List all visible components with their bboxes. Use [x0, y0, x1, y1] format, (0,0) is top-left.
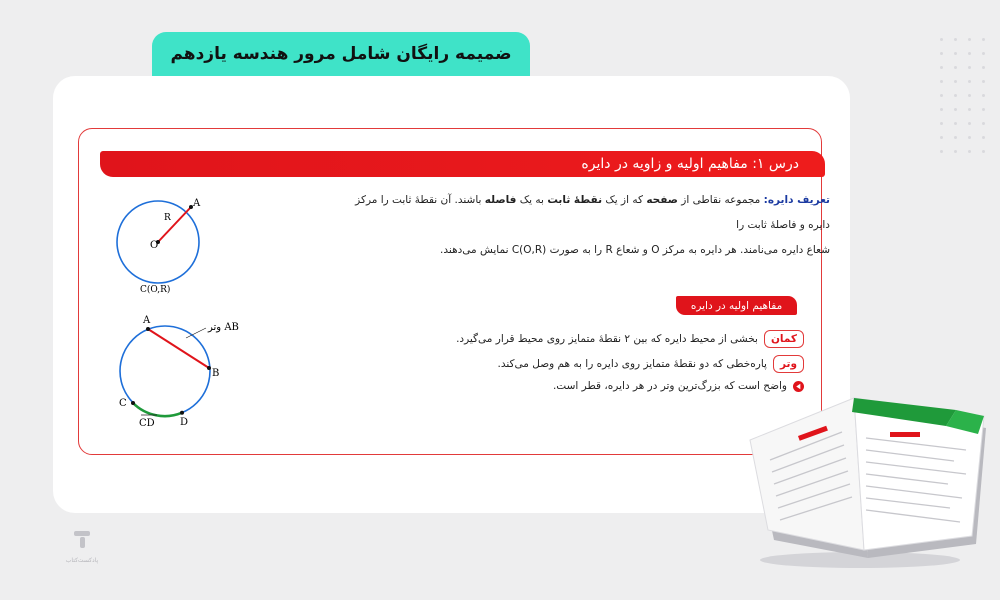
definition-part: باشند. آن نقطهٔ ثابت را مرکز دایره و فاصلهٔ ثابت را — [355, 194, 830, 231]
grid-dot — [954, 150, 957, 153]
lesson-title — [100, 151, 825, 177]
grid-dot — [940, 136, 943, 139]
grid-dot — [968, 136, 971, 139]
grid-dot — [982, 108, 985, 111]
grid-dot — [982, 122, 985, 125]
label-o: O — [150, 240, 159, 251]
grid-dot — [968, 38, 971, 41]
grid-dot — [954, 94, 957, 97]
point-c — [131, 401, 135, 405]
radius-line — [158, 207, 191, 242]
label-d: D — [180, 417, 189, 428]
grid-dot — [940, 94, 943, 97]
book-illustration — [740, 368, 995, 573]
definition-bold: نقطهٔ ثابت — [547, 194, 603, 206]
grid-dot — [954, 80, 957, 83]
subsection-title: مفاهیم اولیه در دایره — [676, 296, 797, 315]
grid-dot — [968, 66, 971, 69]
grid-dot — [940, 80, 943, 83]
label-a: A — [143, 315, 151, 326]
grid-dot — [968, 94, 971, 97]
point-b — [207, 366, 211, 370]
grid-dot — [982, 94, 985, 97]
grid-dot — [968, 150, 971, 153]
chord-label: وتر AB — [208, 322, 239, 333]
label-a: A — [193, 198, 201, 209]
circle-definition — [350, 188, 830, 263]
banner-title: ضمیمه رایگان شامل مرور هندسه یازدهم — [152, 32, 530, 76]
grid-dot — [982, 80, 985, 83]
grid-dot — [940, 122, 943, 125]
grid-dot — [940, 52, 943, 55]
arc-label: CD — [139, 418, 155, 429]
grid-dot — [968, 122, 971, 125]
definition-part: که از یک — [602, 194, 647, 206]
chord-arc-figure — [108, 308, 258, 433]
grid-dot — [982, 150, 985, 153]
grid-dot — [968, 108, 971, 111]
arc-cd — [133, 403, 182, 416]
grid-dot — [940, 150, 943, 153]
grid-dot — [982, 136, 985, 139]
point-d — [180, 411, 184, 415]
grid-dot — [968, 80, 971, 83]
concept-chord-text: پاره‌خطی که دو نقطهٔ متمایز روی دایره را به هم وصل می‌کند. — [497, 358, 767, 370]
definition-bold: صفحه — [646, 194, 678, 206]
tag-chord: وتر — [773, 355, 804, 373]
note-text: واضح است که بزرگ‌ترین وتر در هر دایره، قطر است. — [552, 380, 787, 392]
logo-text: پادکست‌کتاب — [65, 557, 99, 564]
concept-arc-text: بخشی از محیط دایره که بین ۲ نقطهٔ متمایز روی محیط قرار می‌گیرد. — [456, 333, 758, 345]
grid-dot — [982, 38, 985, 41]
grid-dot — [968, 52, 971, 55]
grid-dot — [954, 108, 957, 111]
definition-line-2: شعاع دایره می‌نامند. هر دایره به مرکز O و شعاع R را به صورت C(O,R) نمایش می‌دهند. — [440, 244, 830, 256]
definition-bold: فاصله — [484, 194, 517, 206]
tag-arc: کمان — [764, 330, 804, 348]
grid-dot — [954, 122, 957, 125]
point-a — [146, 327, 150, 331]
grid-dot — [954, 52, 957, 55]
label-b: B — [212, 368, 220, 379]
definition-label: تعریف دایره: — [763, 194, 830, 206]
grid-dot — [982, 52, 985, 55]
label-r: R — [164, 213, 171, 223]
brand-logo — [60, 528, 104, 564]
label-c: C — [119, 398, 127, 409]
circle-radius-figure — [108, 190, 208, 300]
grid-dot — [940, 38, 943, 41]
definition-line-1 — [350, 188, 830, 238]
figure1-caption: C(O,R) — [140, 285, 171, 295]
grid-dot — [954, 136, 957, 139]
grid-dot — [954, 38, 957, 41]
definition-part: مجموعه نقاطی از — [677, 194, 764, 206]
chord-ab — [148, 329, 209, 368]
logo-icon — [71, 528, 93, 550]
grid-dot — [940, 66, 943, 69]
lesson-title-text: درس ۱: مفاهیم اولیه و زاویه در دایره — [581, 156, 799, 172]
grid-dot — [982, 66, 985, 69]
grid-dot — [954, 66, 957, 69]
concept-arc — [456, 330, 804, 348]
grid-dot — [940, 108, 943, 111]
definition-part: به یک — [516, 194, 548, 206]
